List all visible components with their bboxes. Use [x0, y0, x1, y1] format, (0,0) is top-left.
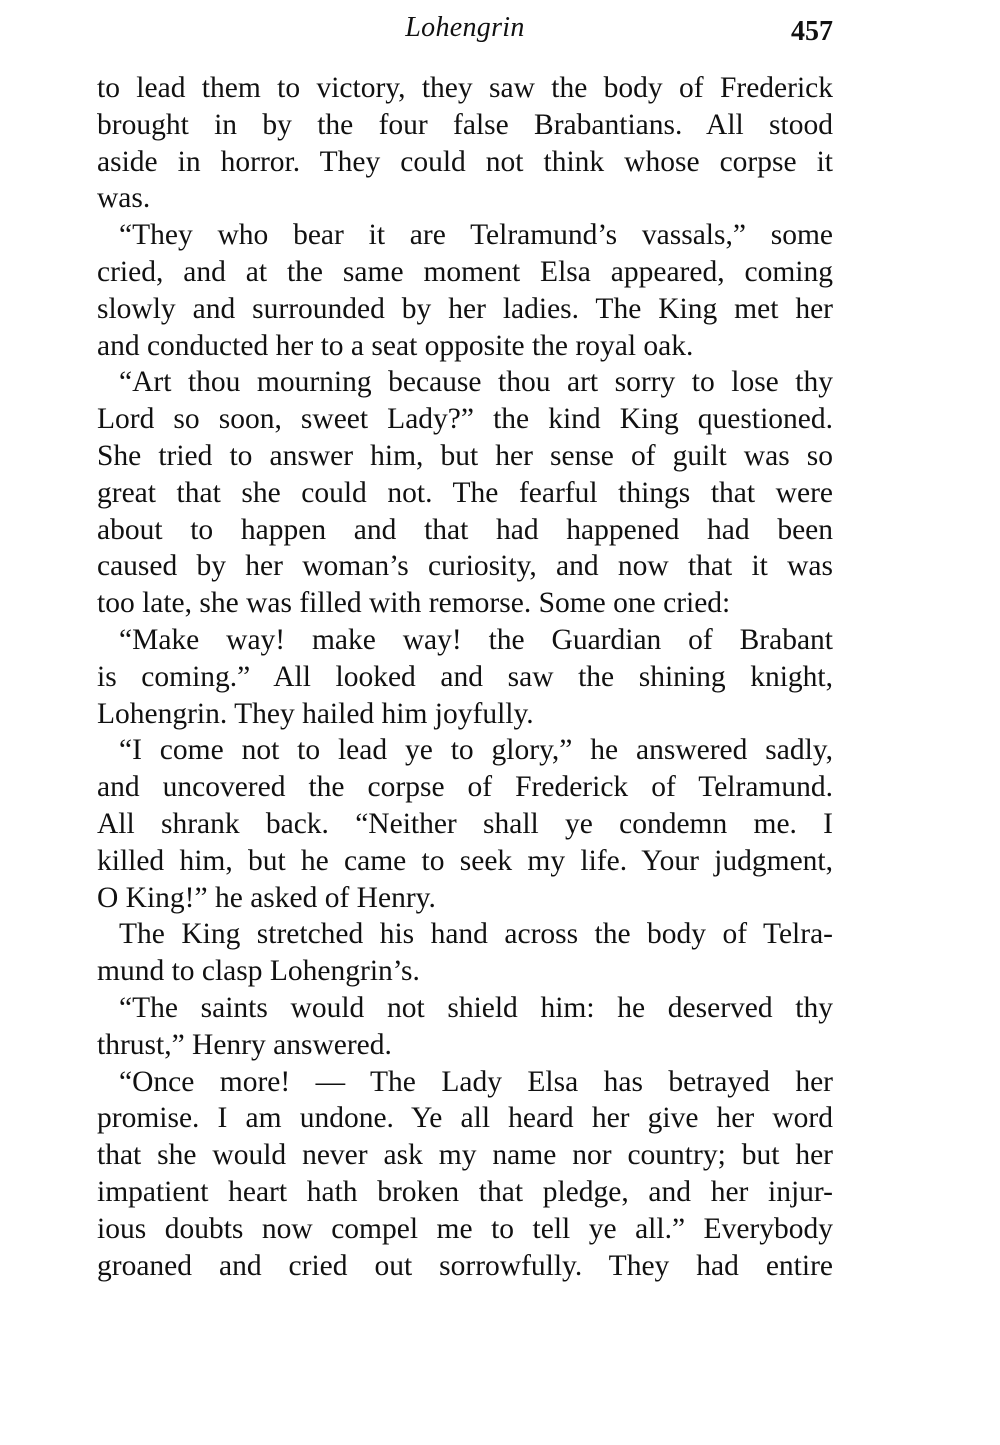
text-line: She tried to answer him, but her sense of guilt was so [97, 439, 833, 472]
text-line: thrust,” Henry answered. [97, 1028, 392, 1061]
body-text [97, 70, 833, 1284]
page-number: 457 [791, 16, 833, 47]
text-line: that she would never ask my name nor country; but her [97, 1139, 833, 1172]
running-title: Lohengrin [405, 12, 525, 43]
text-line: about to happen and that had happened had been [97, 513, 833, 546]
text-line: “Make way! make way! the Guardian of Brabant [119, 623, 833, 656]
text-line: “I come not to lead ye to glory,” he answered sadly, [119, 734, 833, 767]
text-line: cried, and at the same moment Elsa appeared, coming [97, 255, 833, 288]
text-line: and uncovered the corpse of Frederick of Telramund. [97, 771, 833, 804]
text-line: promise. I am undone. Ye all heard her give her word [97, 1102, 833, 1135]
text-line: mund to clasp Lohengrin’s. [97, 955, 420, 988]
text-line: is coming.” All looked and saw the shining knight, [97, 660, 833, 693]
text-line: “They who bear it are Telramund’s vassals,” some [119, 219, 833, 252]
text-line: The King stretched his hand across the body of Telra- [119, 918, 833, 951]
text-line: impatient heart hath broken that pledge, and her injur- [97, 1175, 833, 1208]
text-line: was. [97, 182, 151, 215]
running-head [97, 10, 833, 52]
text-line: to lead them to victory, they saw the body of Frederick [97, 72, 833, 104]
text-line: ious doubts now compel me to tell ye all.” Everybody [97, 1212, 833, 1245]
text-line: caused by her woman’s curiosity, and now that it was [97, 550, 833, 583]
text-line: slowly and surrounded by her ladies. The King met her [97, 292, 833, 325]
text-line: too late, she was filled with remorse. Some one cried: [97, 587, 731, 620]
text-line: great that she could not. The fearful things that were [97, 476, 833, 509]
text-line: “Art thou mourning because thou art sorry to lose thy [119, 366, 833, 399]
text-line: O King!” he asked of Henry. [97, 881, 436, 914]
text-line: killed him, but he came to seek my life. Your judgment, [97, 844, 833, 877]
text-line: “Once more! — The Lady Elsa has betrayed her [119, 1065, 833, 1098]
text-line: All shrank back. “Neither shall ye condemn me. I [97, 807, 833, 840]
text-line: aside in horror. They could not think whose corpse it [97, 145, 833, 178]
text-line: Lord so soon, sweet Lady?” the kind King questioned. [97, 403, 833, 436]
text-line: Lohengrin. They hailed him joyfully. [97, 697, 534, 730]
text-line: “The saints would not shield him: he deserved thy [119, 991, 833, 1024]
text-line: brought in by the four false Brabantians. All stood [97, 108, 833, 141]
text-line: and conducted her to a seat opposite the royal oak. [97, 329, 694, 362]
text-line: groaned and cried out sorrowfully. They had entire [97, 1249, 833, 1282]
